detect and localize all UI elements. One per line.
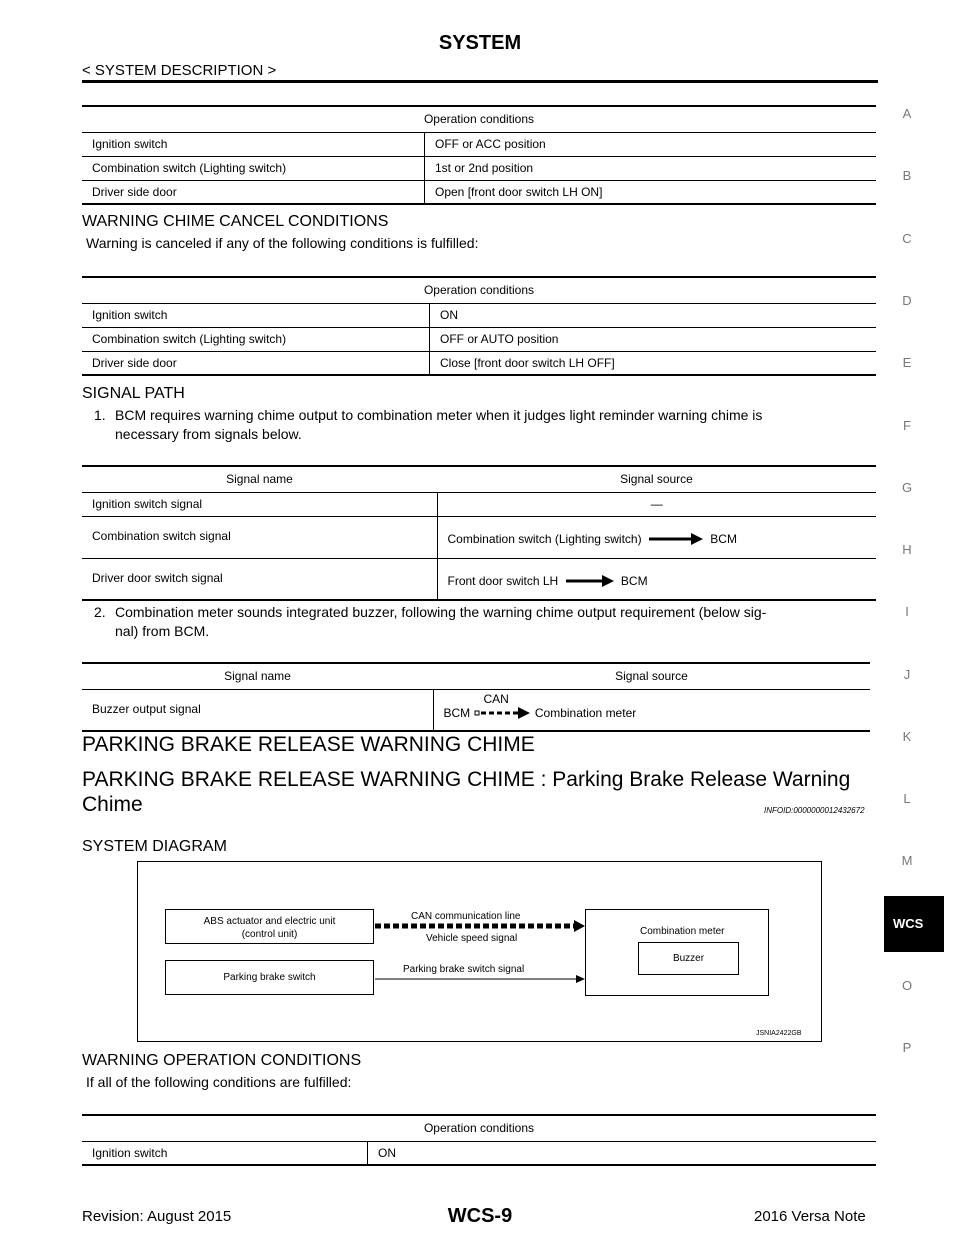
- index-letter-c[interactable]: C: [902, 231, 912, 246]
- signal-path-heading: SIGNAL PATH: [82, 385, 185, 402]
- step-text: nal) from BCM.: [115, 623, 210, 639]
- index-letter-m[interactable]: M: [901, 853, 913, 868]
- diagram-arrows: [138, 862, 823, 1043]
- signal-flow: [437, 516, 876, 558]
- index-letter-g[interactable]: G: [901, 480, 913, 495]
- table-header: Operation conditions: [82, 1115, 876, 1141]
- combination-meter-label: Combination meter: [640, 926, 725, 937]
- arrow-icon: [564, 575, 616, 587]
- warning-op-heading: WARNING OPERATION CONDITIONS: [82, 1052, 362, 1069]
- table-cell: Close [front door switch LH OFF]: [430, 351, 877, 375]
- signal-target-text: BCM: [710, 531, 737, 546]
- parking-signal-label: Parking brake switch signal: [403, 964, 525, 975]
- signal-target-text: Combination meter: [534, 705, 637, 720]
- column-header: Signal name: [82, 466, 437, 492]
- operation-conditions-table-1: [82, 105, 876, 205]
- model-year: 2016 Versa Note: [754, 1208, 866, 1225]
- cancel-heading: WARNING CHIME CANCEL CONDITIONS: [82, 213, 389, 230]
- step-text: Combination meter sounds integrated buzzer, following the warning chime output requirement (below sig-: [115, 604, 767, 620]
- page-title: SYSTEM: [438, 32, 522, 54]
- can-line-label: CAN communication line: [411, 911, 521, 922]
- index-letter-e[interactable]: E: [902, 355, 912, 370]
- table-cell: Ignition switch: [82, 132, 425, 156]
- parking-sub-heading-cont: Chime: [82, 793, 143, 816]
- index-letter-k[interactable]: K: [902, 729, 912, 744]
- table-cell: Driver door switch signal: [82, 558, 437, 600]
- revision-date: Revision: August 2015: [82, 1208, 232, 1225]
- table-cell: Ignition switch: [82, 1141, 368, 1165]
- can-arrow: [474, 692, 532, 719]
- table-header: Operation conditions: [82, 277, 876, 303]
- cancel-text: Warning is canceled if any of the following conditions is fulfilled:: [86, 235, 479, 251]
- index-letter-a[interactable]: A: [902, 106, 912, 121]
- table-header: Operation conditions: [82, 106, 876, 132]
- system-diagram: [137, 861, 822, 1042]
- index-letter-o[interactable]: O: [901, 978, 913, 993]
- table-cell: 1st or 2nd position: [425, 156, 877, 180]
- index-letter-b[interactable]: B: [902, 168, 912, 183]
- operation-conditions-table-3: [82, 1114, 876, 1166]
- step-text: BCM requires warning chime output to combination meter when it judges light reminder warning chime is: [115, 407, 763, 423]
- operation-conditions-table-2: [82, 276, 876, 376]
- table-cell: OFF or ACC position: [425, 132, 877, 156]
- table-cell: OFF or AUTO position: [430, 327, 877, 351]
- index-letter-p[interactable]: P: [902, 1040, 912, 1055]
- table-cell: ON: [430, 303, 877, 327]
- parking-sub-heading: PARKING BRAKE RELEASE WARNING CHIME : Parking Brake Release Warning: [82, 768, 851, 791]
- parking-arrow-head: [576, 975, 585, 983]
- index-letter-l[interactable]: L: [903, 791, 911, 806]
- dashed-arrow-icon: [474, 707, 532, 719]
- signal-target-text: BCM: [620, 573, 648, 588]
- page-number: WCS-9: [447, 1205, 513, 1227]
- side-index: [900, 0, 914, 1242]
- buzzer-box: Buzzer: [638, 942, 739, 975]
- signal-source-text: BCM: [443, 705, 471, 720]
- abs-unit-sublabel: (control unit): [241, 929, 298, 940]
- column-header: Signal name: [82, 663, 433, 689]
- figure-id: JSNIA2422GB: [756, 1030, 802, 1037]
- step-number: 1.: [94, 407, 106, 423]
- index-letter-f[interactable]: F: [903, 418, 911, 433]
- index-letter-h[interactable]: H: [902, 542, 912, 557]
- table-cell: Open [front door switch LH ON]: [425, 180, 877, 204]
- table-cell: Combination switch signal: [82, 516, 437, 558]
- system-diagram-heading: SYSTEM DIAGRAM: [82, 838, 227, 855]
- arrow-icon: [647, 533, 705, 545]
- signal-flow: [433, 689, 870, 731]
- column-header: Signal source: [433, 663, 870, 689]
- table-cell: Buzzer output signal: [82, 689, 433, 731]
- index-letter-j[interactable]: J: [903, 667, 911, 682]
- table-cell: Driver side door: [82, 351, 430, 375]
- table-cell: Ignition switch signal: [82, 492, 437, 516]
- can-label: CAN: [483, 692, 509, 707]
- section-tab-wcs[interactable]: WCS: [884, 896, 944, 952]
- table-cell: —: [437, 492, 876, 516]
- warning-op-text: If all of the following conditions are fulfilled:: [86, 1074, 352, 1090]
- signal-source-text: Front door switch LH: [447, 573, 559, 588]
- vehicle-speed-label: Vehicle speed signal: [426, 933, 518, 944]
- signal-table-1: [82, 465, 876, 601]
- parking-brake-switch-box: Parking brake switch: [165, 960, 374, 995]
- abs-unit-label: ABS actuator and electric unit: [203, 916, 336, 927]
- column-header: Signal source: [437, 466, 876, 492]
- table-cell: Driver side door: [82, 180, 425, 204]
- table-cell: Combination switch (Lighting switch): [82, 156, 425, 180]
- table-cell: Ignition switch: [82, 303, 430, 327]
- index-letter-i[interactable]: I: [905, 604, 909, 619]
- signal-flow: [437, 558, 876, 600]
- parking-main-heading: PARKING BRAKE RELEASE WARNING CHIME: [82, 733, 535, 756]
- header-rule: [82, 80, 878, 83]
- signal-table-2: [82, 662, 870, 732]
- table-cell: ON: [368, 1141, 877, 1165]
- step-number: 2.: [94, 604, 106, 620]
- info-id: INFOID:0000000012432672: [764, 806, 865, 815]
- can-arrow-head: [574, 920, 585, 932]
- index-letter-d[interactable]: D: [902, 293, 912, 308]
- table-cell: Combination switch (Lighting switch): [82, 327, 430, 351]
- section-breadcrumb: < SYSTEM DESCRIPTION >: [82, 62, 277, 79]
- signal-source-text: Combination switch (Lighting switch): [447, 531, 642, 546]
- step-text: necessary from signals below.: [115, 426, 302, 442]
